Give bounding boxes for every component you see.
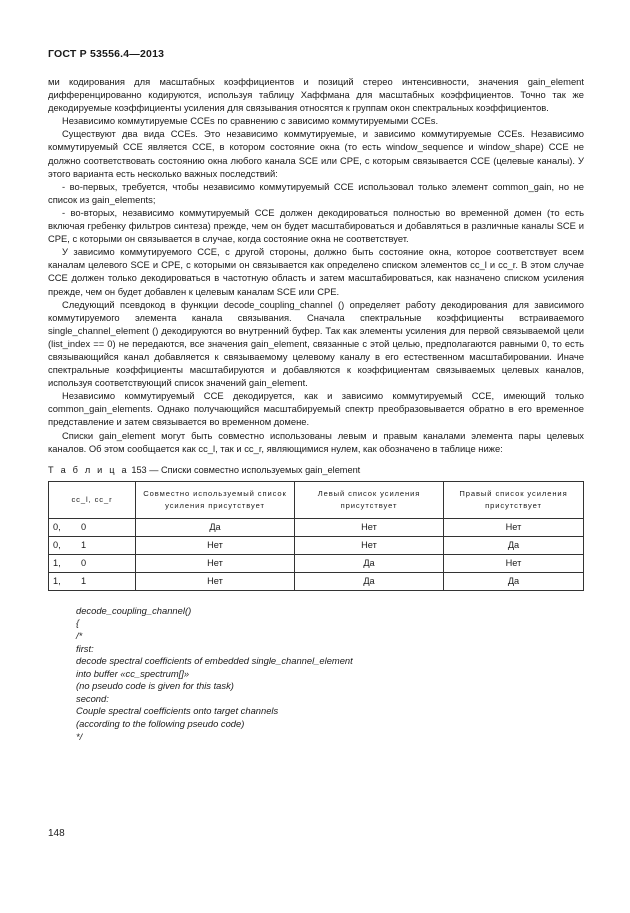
code-line: into buffer «cc_spectrum[]»: [76, 667, 190, 679]
table-header-row: [49, 481, 584, 518]
table-cell-index: 1, 0: [49, 554, 136, 572]
table-cell: Да: [136, 518, 295, 536]
table-row: [49, 554, 584, 572]
paragraph: Следующий псевдокод в функции decode_coupling_channel () определяет работу декодирования для зависимого коммутируемого элемента канала связывания. Сначала спектральные коэффициенты встраиваемого single_channel_element () декодируются во внутренний буфер. Так как элементы усиления для первой связываемой цели (list_index == 0) не передаются, все значения gain_element, связанные с этой целью, предполагаются равными 0, то есть связывающийся канал добавляется к связываемому целевому каналу в его естественном масштабировании. Иначе спектральные коэффициенты масштабируются и добавляются к коэффициентам связываемых целевых каналов, используя соответствующий список значений gain_element.: [48, 298, 584, 389]
table-caption-text: 153 — Списки совместно используемых gain_element: [131, 464, 361, 475]
paragraph: У зависимо коммутируемого CCE, с другой стороны, должно быть состояние окна, которое соответствует всем каналам целевого SCE и CPE, с которыми он связывается как определено списком элементов cc_l и cc_r. В этом случае CCE должен только декодироваться в частотную область и затем масштабироваться, как назначено списком усиления прежде, чем он будет добавлен к целевым каналам SCE или CPE.: [48, 246, 584, 297]
table-cell: Нет: [444, 518, 584, 536]
code-line: */: [76, 730, 83, 742]
table-cell-index: 1, 1: [49, 572, 136, 590]
pseudo-code-block: [48, 605, 584, 744]
table-cell-index: 0, 0: [49, 518, 136, 536]
table-cell: Нет: [295, 536, 444, 554]
table-cell: Да: [295, 572, 444, 590]
table-row: [49, 536, 584, 554]
table-cell: Нет: [295, 518, 444, 536]
code-line: decode_coupling_channel(): [76, 604, 192, 616]
column-header: cc_l, cc_r: [49, 481, 136, 518]
table-cell: Нет: [136, 572, 295, 590]
paragraph: Существуют два вида CCEs. Это независимо коммутируемые, и зависимо коммутируемые CCEs. Независимо коммутируемый CCE является CCE, в котором состояние окна (то есть window_sequence и window_shape) CCE не должно соответствовать состоянию окна любого канала SCE или CPE, с которым связывается CCE (целевые каналы). У этого варианта есть несколько важных последствий:: [48, 128, 584, 179]
code-line: Couple spectral coefficients onto target channels: [76, 705, 279, 717]
code-line: {: [76, 617, 80, 629]
table-caption-prefix: Т а б л и ц а: [48, 464, 129, 475]
column-header: Левый список усиления присутствует: [295, 481, 444, 518]
code-line: (according to the following pseudo code): [76, 718, 245, 730]
table-cell: Да: [444, 536, 584, 554]
paragraph: Списки gain_element могут быть совместно использованы левым и правым каналами элемента пары целевых каналов. Об этом сообщается как cc_l, так и cc_r, являющимися нулем, как обозначено в таблице ниже:: [48, 429, 584, 454]
table-row: [49, 518, 584, 536]
table-caption: [48, 465, 584, 475]
document-page: [48, 48, 584, 743]
column-header: Совместно используемый список усиления присутствует: [136, 481, 295, 518]
code-line: /*: [76, 629, 83, 641]
page-number: 148: [48, 828, 65, 839]
gain-element-table: [48, 481, 584, 591]
document-header: ГОСТ Р 53556.4—2013: [48, 48, 165, 60]
table-cell: Нет: [444, 554, 584, 572]
column-header: Правый список усиления присутствует: [444, 481, 584, 518]
code-line: first:: [76, 642, 94, 654]
paragraph: - во-первых, требуется, чтобы независимо коммутируемый CCE использовал только элемент common_gain, но не список из gain_elements;: [48, 180, 584, 205]
table-cell-index: 0, 1: [49, 536, 136, 554]
paragraph: Независимо коммутируемые CCEs по сравнению с зависимо коммутируемыми CCEs.: [62, 115, 439, 127]
table-cell: Нет: [136, 554, 295, 572]
code-line: second:: [76, 692, 109, 704]
table-cell: Да: [295, 554, 444, 572]
table-cell: Да: [444, 572, 584, 590]
paragraph: - во-вторых, независимо коммутируемый CCE должен декодироваться полностью во временной домен (то есть включая гребенку фильтров синтеза) прежде, чем он будет масштабироваться и добавляться в различные каналы SCE и CPE, с которыми он связывается в случае, когда состояние окна не соответствует.: [48, 206, 584, 245]
code-line: (no pseudo code is given for this task): [76, 680, 234, 692]
code-line: decode spectral coefficients of embedded single_channel_element: [76, 655, 353, 667]
paragraph: Независимо коммутируемый CCE декодируется, как и зависимо коммутируемый CCE, имеющий только common_gain_elements. Однако получающийся масштабируемый спектр преобразовывается обратно в его временное представление и затем связывается во временном домене.: [48, 390, 584, 428]
body-text: [48, 75, 584, 455]
table-cell: Нет: [136, 536, 295, 554]
paragraph: ми кодирования для масштабных коэффициентов и позиций стерео интенсивности, значения gain_element дифференцированно кодируются, используя таблицу Хаффмана для масштабных коэффициентов. Точно так же декодируемые коэффициенты усиления для связывания относятся к группам окон спектральных коэффициентов.: [48, 76, 584, 114]
table-row: [49, 572, 584, 590]
